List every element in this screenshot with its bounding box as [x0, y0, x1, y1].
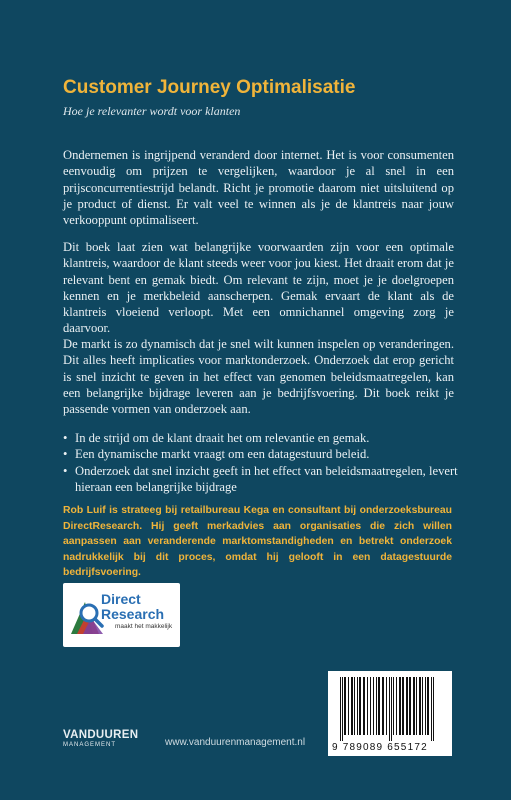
- barcode-bar: [351, 677, 353, 735]
- list-item-text: In de strijd om de klant draait het om relevantie en gemak.: [75, 431, 370, 445]
- barcode-bar: [359, 677, 361, 735]
- publisher-name: VANDUUREN: [63, 729, 139, 741]
- bullet-marker: •: [63, 431, 68, 445]
- book-subtitle: Hoe je relevanter wordt voor klanten: [63, 104, 241, 118]
- barcode-bar: [367, 677, 368, 735]
- barcode-bar: [340, 677, 341, 741]
- barcode-bar: [406, 677, 408, 735]
- barcode-bar: [344, 677, 346, 735]
- intro-paragraph: Ondernemen is ingrijpend veranderd door internet. Het is voor consumenten eenvoudig om prijzen te vergelijken, waardoor je al snel in een prijsconcurrentiestrijd belandt. Richt je promotie daarom niet uitsluitend op je product of dienst. Er valt veel te winnen als je de klantreis naar jouw verkooppunt optimaliseert.: [63, 148, 454, 228]
- barcode-bar: [433, 677, 434, 741]
- author-bio: Rob Luif is strateeg bij retailbureau Kega en consultant bij onderzoeksbureau DirectResearch. Hij geeft merkadvies aan organisaties die zich willen aanpassen aan veranderende marktomstandigheden en betrekt onderzoek nadrukkelijk bij dit proces, omdat hij gelooft in een datagestuurde bedrijfsvoering.: [63, 505, 452, 579]
- list-item-text: Een dynamische markt vraagt om een datagestuurd beleid.: [75, 447, 370, 462]
- barcode-bar: [348, 677, 349, 735]
- body-paragraph: Dit boek laat zien wat belangrijke voorwaarden zijn voor een optimale klantreis, waardoor de klant steeds weer voor jou kiest. Het draait erom dat je relevant bent en gemak biedt. Om relevant te zijn, moet je je doelgroepen kennen en je merkbeleid aanscherpen. Gemak ervaart de klant als de klantreis vloeiend verloopt. Met een omnichannel omgeving zorg je daarvoor.: [63, 240, 454, 336]
- barcode-bar: [396, 677, 397, 735]
- barcode-bar: [419, 677, 421, 735]
- list-item-text: Onderzoek dat snel inzicht geeft in het effect van beleidsmaatregelen, levert hieraan een belangrijke bijdrage: [75, 463, 458, 494]
- barcode-bar: [416, 677, 417, 735]
- barcode-bar: [378, 677, 380, 735]
- isbn-number: 9 789089 655172: [332, 742, 428, 753]
- barcode-bar: [391, 677, 392, 741]
- logo-line-2: Research: [101, 606, 165, 622]
- logo-wordmark: [101, 592, 172, 631]
- magnifying-glass-triangle-logo-icon: [69, 596, 105, 636]
- bullet-marker: •: [63, 463, 68, 478]
- barcode-bar: [425, 677, 426, 735]
- barcode-bar: [363, 677, 365, 735]
- bullet-marker: •: [63, 447, 68, 462]
- isbn-barcode: [328, 671, 452, 756]
- barcode-bar: [357, 677, 358, 735]
- list-item: [63, 446, 463, 462]
- logo-tagline: maakt het makkelijk: [115, 623, 173, 630]
- barcode-bar: [386, 677, 387, 735]
- barcode-bar: [422, 677, 423, 735]
- barcode-bar: [399, 677, 401, 735]
- barcode-bar: [431, 677, 432, 741]
- book-title: Customer Journey Optimalisatie: [63, 77, 356, 98]
- barcode-bar: [376, 677, 377, 735]
- barcode-bar: [382, 677, 384, 735]
- barcode-bar: [373, 677, 374, 735]
- publisher-logo: [63, 729, 138, 750]
- barcode-bar: [402, 677, 404, 735]
- key-points-list: [63, 430, 463, 495]
- list-item: [63, 463, 463, 496]
- barcode-bar: [370, 677, 371, 735]
- publisher-sub: MANAGEMENT: [63, 742, 117, 748]
- barcode-bar: [427, 677, 429, 735]
- barcode-bar: [413, 677, 415, 735]
- directresearch-logo: [63, 583, 180, 647]
- publisher-url: www.vanduurenmanagement.nl: [165, 737, 306, 748]
- barcode-bar: [342, 677, 343, 741]
- barcode-bar: [354, 677, 355, 735]
- logo-line-1: Direct: [101, 591, 141, 607]
- body-paragraph: De markt is zo dynamisch dat je snel wilt kunnen inspelen op veranderingen. Dit alles heeft implicaties voor marktonderzoek. Onderzoek dat erop gericht is snel inzicht te geven in het effect van genomen beleidsmaatregelen, kan een belangrijke bijdrage leveren aan je bedrijfsvoering. Dit boek reikt je passende vormen van onderzoek aan.: [63, 337, 454, 417]
- barcode-bar: [389, 677, 390, 741]
- barcode-bar: [409, 677, 411, 735]
- list-item: [63, 430, 463, 446]
- barcode-bar: [393, 677, 394, 735]
